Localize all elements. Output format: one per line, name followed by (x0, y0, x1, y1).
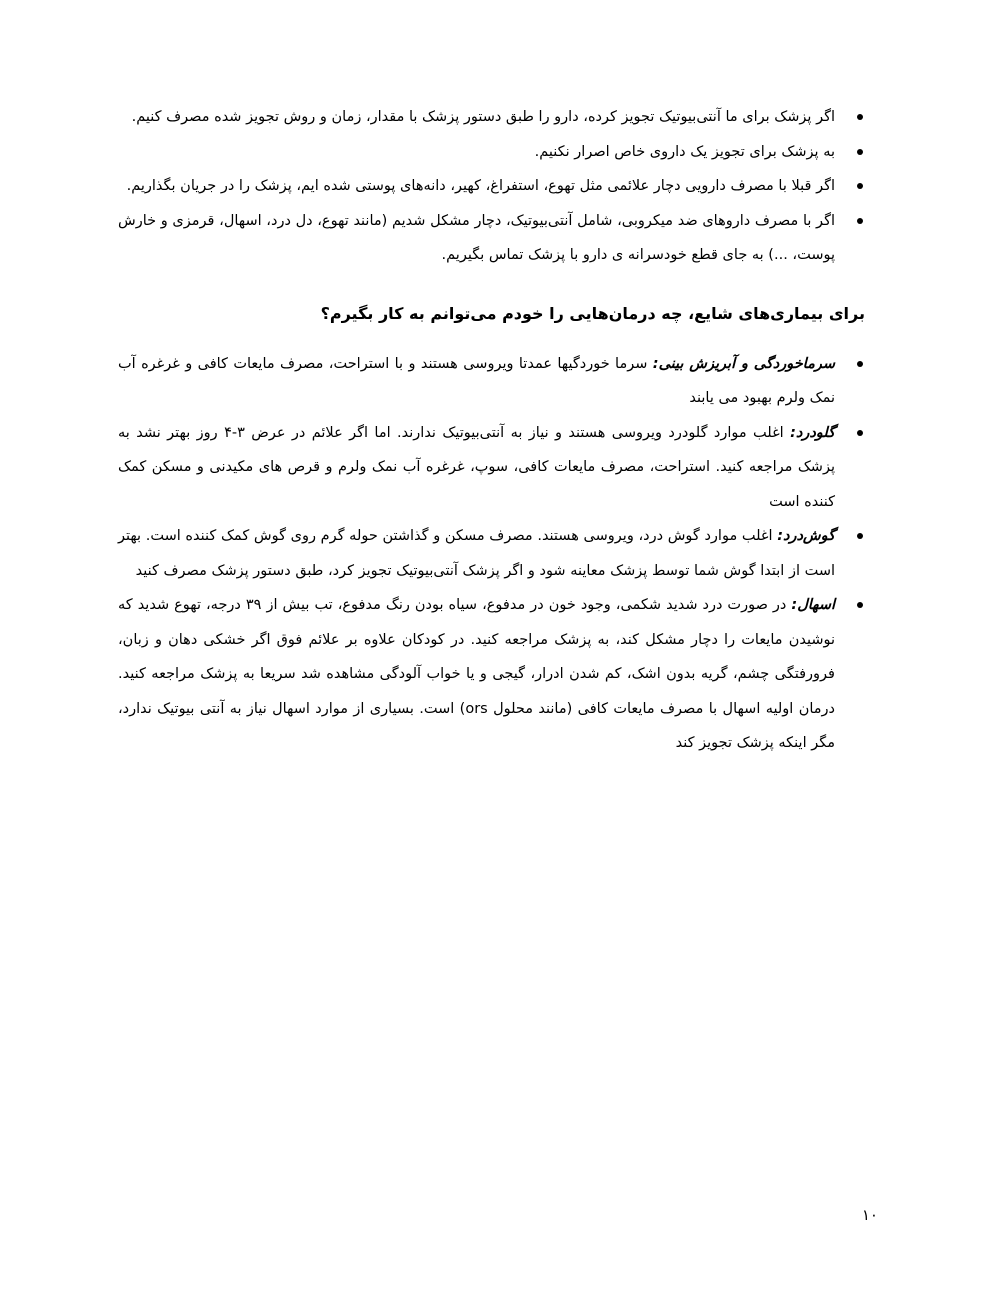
list-item-text: اگر با مصرف داروهای ضد میکروبی، شامل آنتی‌بیوتیک، دچار مشکل شدیم (مانند تهوع، دل درد، اسهال، قرمزی و خارش پوست، ...) به جای قطع خودسرانه ی دارو با پزشک تماس بگیریم. (118, 212, 835, 263)
bullet-icon (857, 149, 863, 155)
term-description: در صورت درد شدید شکمی، وجود خون در مدفوع، سیاه بودن رنگ مدفوع، تب بیش از ۳۹ درجه، تهوع شدید که نوشیدن مایعات را دچار مشکل کند، به پزشک مراجعه کنید. در کودکان علاوه بر علائم فوق اگر خشکی دهان و زبان، فرورفتگی چشم، گریه بدون اشک، کم شدن ادرار، گیجی و یا خواب آلودگی مشاهده شد سریعا به پزشک مراجعه کنید. درمان اولیه اسهال با مصرف مایعات کافی (مانند محلول ors) است. بسیاری از موارد اسهال نیاز به آنتی بیوتیک ندارد، مگر اینکه پزشک تجویز کند (118, 597, 835, 751)
list-item (118, 169, 865, 204)
list-item-text: اگر پزشک برای ما آنتی‌بیوتیک تجویز کرده، دارو را طبق دستور پزشک با مقدار، زمان و روش تجویز شده مصرف کنیم. (131, 109, 835, 125)
list-item-cold (118, 347, 865, 416)
common-illnesses-list (118, 347, 865, 761)
list-item-text: اگر قبلا با مصرف دارویی دچار علائمی مثل تهوع، استفراغ، کهیر، دانه‌های پوستی شده ایم، پزشک را در جریان بگذاریم. (126, 178, 835, 194)
list-item-diarrhea (118, 588, 865, 761)
list-item (118, 135, 865, 170)
bullet-icon (857, 218, 863, 224)
term-description: سرما خوردگیها عمدتا ویروسی هستند و با استراحت، مصرف مایعات کافی و غرغره آب نمک ولرم بهبود می یابند (118, 355, 835, 406)
term-label: سرماخوردگی و آبریزش بینی: (652, 355, 835, 372)
bullet-icon (857, 183, 863, 189)
bullet-icon (857, 361, 863, 367)
list-item-text: به پزشک برای تجویز یک داروی خاص اصرار نکنیم. (534, 143, 835, 160)
term-description: اغلب موارد گلودرد ویروسی هستند و نیاز به آنتی‌بیوتیک ندارند. اما اگر علائم در عرض ۳-۴ روز بهتر نشد به پزشک مراجعه کنید. استراحت، مصرف مایعات کافی، سوپ، غرغره آب نمک ولرم و قرص های مکیدنی و مسکن کمک کننده است (118, 424, 835, 510)
list-item (118, 100, 865, 135)
bullet-icon (857, 533, 863, 539)
term-label: گوش‌درد: (777, 528, 835, 544)
recommendations-list (118, 100, 865, 273)
list-item (118, 204, 865, 273)
list-item-sore-throat (118, 416, 865, 520)
document-page (118, 100, 865, 761)
page-number: ۱۰ (861, 1206, 878, 1224)
list-item-earache (118, 519, 865, 588)
bullet-icon (857, 114, 863, 120)
term-description: اغلب موارد گوش درد، ویروسی هستند. مصرف مسکن و گذاشتن حوله گرم روی گوش کمک کننده است. بهتر است از ابتدا گوش شما توسط پزشک معاینه شود و اگر پزشک آنتی‌بیوتیک تجویز کرد، طبق دستور پزشک مصرف کنید (118, 528, 835, 579)
bullet-icon (857, 430, 863, 436)
term-label: گلودرد: (790, 424, 836, 441)
term-label: اسهال: (791, 597, 836, 613)
section-heading: برای بیماری‌های شایع، چه درمان‌هایی را خودم می‌توانم به کار بگیرم؟ (320, 303, 865, 323)
bullet-icon (857, 602, 863, 608)
